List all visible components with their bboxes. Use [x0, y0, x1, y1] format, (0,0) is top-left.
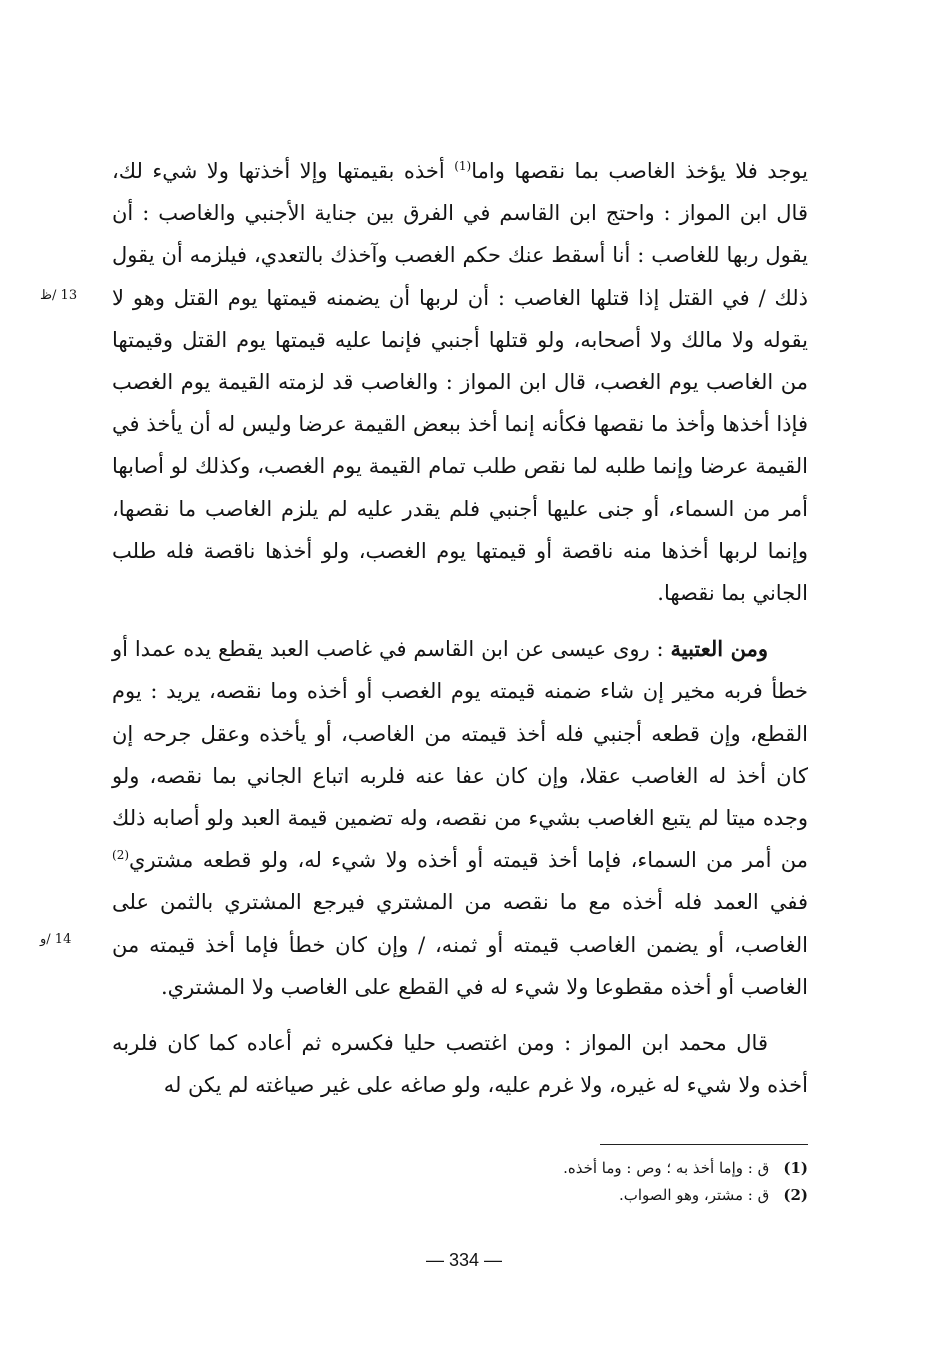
footnote-text: ق : مشتر، وهو الصواب.: [618, 1186, 770, 1204]
footnote: [300, 1155, 808, 1182]
source-title: ومن العتبية: [670, 636, 768, 662]
text-run: قال محمد ابن المواز : ومن اغتصب حليا فكسره ثم أعاده كما كان فلربه أخذه ولا شيء له غيره، ولا غرم عليه، ولو صاغه على غير صياغته لم يكن له: [112, 1031, 808, 1098]
page-number: — 334 —: [425, 1250, 503, 1270]
footnote-reference: (2): [112, 848, 130, 863]
paragraph: [112, 1022, 808, 1106]
text-run: يوجد فلا يؤخذ الغاصب بما نقصها واما: [471, 159, 809, 183]
footnote-reference: (1): [454, 159, 472, 173]
text-run: : روى عيسى عن ابن القاسم في غاصب العبد يقطع يده عمدا أو خطأ فربه مخير إن شاء ضمنه قيمته يوم الغصب أو أخذه وما نقصه، يريد : يوم القطع، وإن قطعه أجنبي فله أخذ قيمته من الغاصب، أو يأخذه وعقل جرحه إن كان أخذ له الغاصب عقلا، وإن كان عفا عنه فلربه اتباع الجاني بما نقصه، ولو وجده ميتا لم يتبع الغاصب بشيء من نقصه، وله تضمين قيمة العبد ولو أصابه ذلك من أمر من السماء، فإما أخذ قيمته أو أخذه ولا شيء له، ولو قطعه مشتري: [112, 637, 808, 873]
footnote-number: (1): [783, 1159, 808, 1177]
main-text: [112, 150, 808, 1106]
footnote-text: ق : وإما أخذ به ؛ وص : وما أخذه.: [563, 1159, 770, 1177]
footnote: [300, 1182, 808, 1209]
margin-folio-note: 14 /و: [40, 932, 72, 947]
footnote-separator: [600, 1144, 808, 1145]
paragraph: [112, 628, 808, 1008]
paragraph: [112, 150, 808, 614]
margin-folio-note: 13 /ظ: [40, 288, 78, 303]
footnote-number: (2): [783, 1186, 808, 1204]
footnotes: [300, 1155, 808, 1209]
text-run: ففي العمد فله أخذه مع ما نقصه من المشتري فيرجع المشتري بالثمن على الغاصب، أو يضمن الغاصب قيمته أو ثمنه، / وإن كان خطأ فإما أخذ قيمته من الغاصب أو أخذه مقطوعا ولا شيء له في القطع على الغاصب ولا المشتري.: [112, 890, 808, 999]
text-run: أخذه بقيمتها وإلا أخذتها ولا شيء لك، قال ابن المواز : واحتج ابن القاسم في الفرق بين جناية الأجنبي والغاصب : أن يقول ربها للغاصب : أنا أسقط عنك حكم الغصب وآخذك بالتعدي، فيلزمه أن يقول ذلك / في القتل إذا قتلها الغاصب : أن لربها أن يضمنه قيمتها يوم القتل وهو لا يقوله ولا مالك ولا أصحابه، ولو قتلها أجنبي فإنما عليه قيمتها يوم القتل وقيمتها من الغاصب يوم الغصب، قال ابن المواز : والغاصب قد لزمته القيمة يوم الغصب فإذا أخذها وأخذ ما نقصها فكأنه إنما أخذ ببعض القيمة عرضا وليس له أن يأخذ في القيمة عرضا وإنما طلبه لما نقص طلب تمام القيمة يوم الغصب، وكذلك لو أصابها أمر من السماء، أو جنى عليها أجنبي فلم يقدر عليه لم يلزم الغاصب ما نقصها، وإنما لربها أخذها منه ناقصة أو قيمتها يوم الغصب، ولو أخذها ناقصة فله طلب الجاني بما نقصها.: [112, 159, 808, 606]
